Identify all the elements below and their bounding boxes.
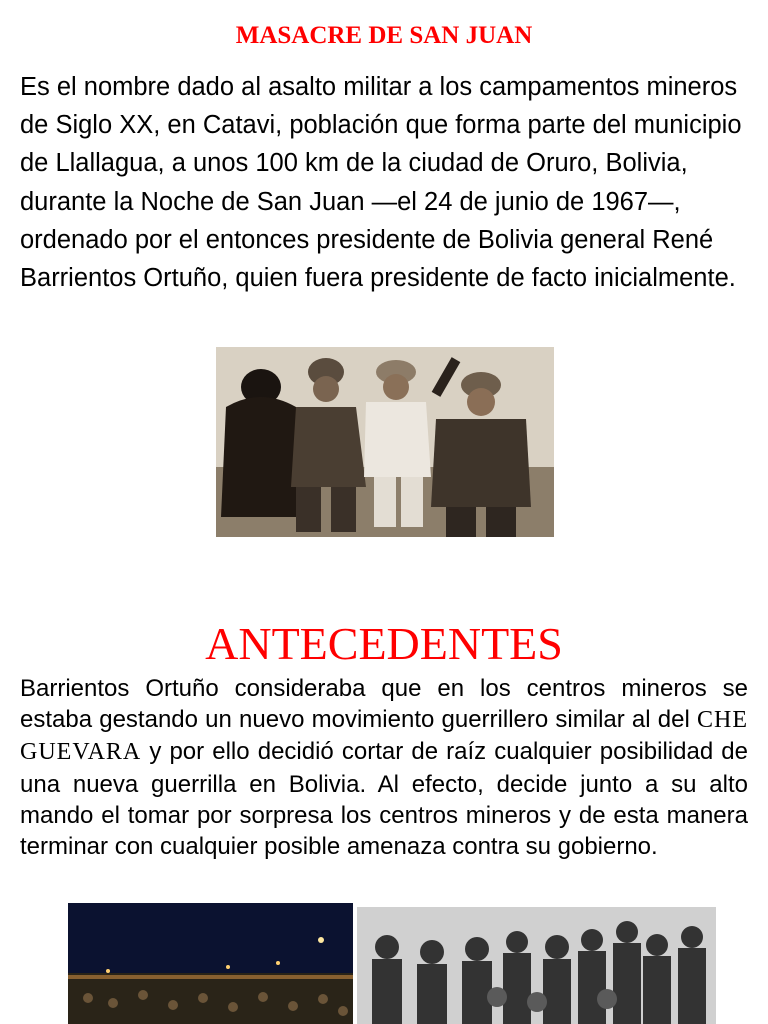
miners-photo-graphic: [216, 347, 554, 537]
paragraph-text-before: Barrientos Ortuño consideraba que en los centros mineros se estaba gestando un nuevo movimiento guerrillero similar al del: [20, 675, 748, 734]
document-title: MASACRE DE SAN JUAN: [235, 22, 533, 49]
intro-paragraph: Es el nombre dado al asalto militar a los campamentos mineros de Siglo XX, en Catavi, población que forma parte del municipio de Llallagua, a unos 100 km de la ciudad de Oruro, Bolivia, durante la Noche de San Juan —el 24 de junio de 1967—, ordenado por el entonces presidente de Bolivia general René Barrientos Ortuño, quien fuera presidente de facto inicialmente.: [20, 73, 742, 293]
night-crowd-photo: [68, 903, 353, 1024]
group-portrait-photo: [357, 907, 716, 1024]
background-paragraph: [20, 673, 748, 862]
che-guevara-name: CHE GUEVARA: [20, 707, 748, 766]
section-heading: ANTECEDENTES: [205, 618, 563, 669]
night-crowd-graphic: [68, 903, 353, 1024]
group-portrait-graphic: [357, 907, 716, 1024]
miners-photo: [216, 347, 554, 537]
paragraph-text-after: y por ello decidió cortar de raíz cualquier posibilidad de una nueva guerrilla en Bolivia. Al efecto, decide junto a su alto mando el tomar por sorpresa los centros mineros y de esta manera terminar con cualquier posible amenaza contra su gobierno.: [20, 738, 748, 861]
